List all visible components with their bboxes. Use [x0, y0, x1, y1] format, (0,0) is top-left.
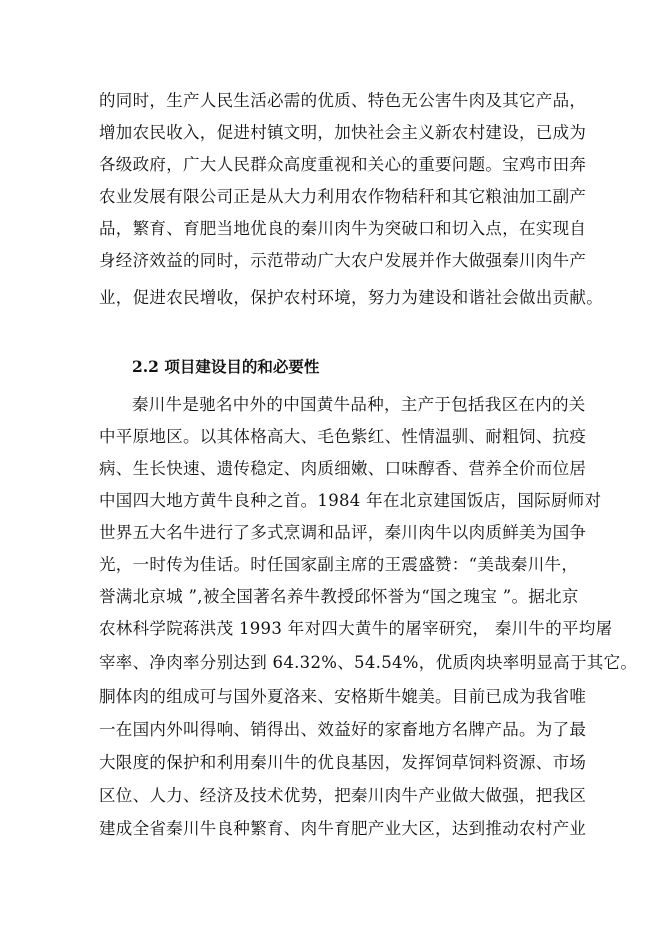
paragraph-line: 宰率、净肉率分别达到 64.32%、54.54%，优质肉块率明显高于其它。 — [99, 653, 638, 672]
paragraph-line: 农业发展有限公司正是从大力利用农作物秸秆和其它粮油加工副产 — [99, 187, 587, 206]
paragraph-line: 的同时，生产人民生活必需的优质、特色无公害牛肉及其它产品， — [99, 91, 587, 110]
paragraph-line: 胴体肉的组成可与国外夏洛来、安格斯牛媲美。目前已成为我省唯 — [99, 687, 587, 706]
paragraph-line: 区位、人力、经济及技术优势，把秦川肉牛产业做大做强，把我区 — [99, 786, 587, 805]
paragraph-line: 光，一时传为佳话。时任国家副主席的王震盛赞：“美哉秦川牛， — [99, 555, 579, 574]
paragraph-line: 建成全省秦川牛良种繁育、肉牛育肥产业大区，达到推动农村产业 — [99, 819, 587, 838]
paragraph-line: 农林科学院蒋洪茂 1993 年对四大黄牛的屠宰研究， 秦川牛的平均屠 — [99, 619, 613, 638]
section-heading: 2.2 项目建设目的和必要性 — [132, 357, 320, 376]
paragraph-line: 病、生长快速、遗传稳定、肉质细嫩、口味醇香、营养全价而位居 — [99, 459, 587, 478]
paragraph-line: 增加农民收入，促进村镇文明，加快社会主义新农村建设，已成为 — [99, 123, 587, 142]
paragraph-line: 秦川牛是驰名中外的中国黄牛品种，主产于包括我区在内的关 — [132, 395, 586, 414]
paragraph-line: 中国四大地方黄牛良种之首。1984 年在北京建国饭店，国际厨师对 — [99, 491, 602, 510]
paragraph-line: 身经济效益的同时，示范带动广大农户发展并作大做强秦川肉牛产 — [99, 251, 587, 270]
paragraph-line: 誉满北京城 ”,被全国著名养牛教授邱怀誉为“国之瑰宝 ”。据北京 — [99, 587, 579, 606]
paragraph-line: 品，繁育、育肥当地优良的秦川肉牛为突破口和切入点，在实现自 — [99, 219, 587, 238]
paragraph-line: 大限度的保护和利用秦川牛的优良基因，发挥饲草饲料资源、市场 — [99, 753, 587, 772]
paragraph-line: 世界五大名牛进行了多式烹调和品评，秦川肉牛以肉质鲜美为国争 — [99, 523, 587, 542]
paragraph-line: 一在国内外叫得响、销得出、效益好的家畜地方名牌产品。为了最 — [99, 720, 587, 739]
paragraph-line: 中平原地区。以其体格高大、毛色紫红、性情温驯、耐粗饲、抗疫 — [99, 427, 587, 446]
paragraph-line: 业，促进农民增收，保护农村环境，努力为建设和谐社会做出贡献。 — [99, 288, 603, 307]
paragraph-line: 各级政府，广大人民群众高度重视和关心的重要问题。宝鸡市田奔 — [99, 155, 587, 174]
